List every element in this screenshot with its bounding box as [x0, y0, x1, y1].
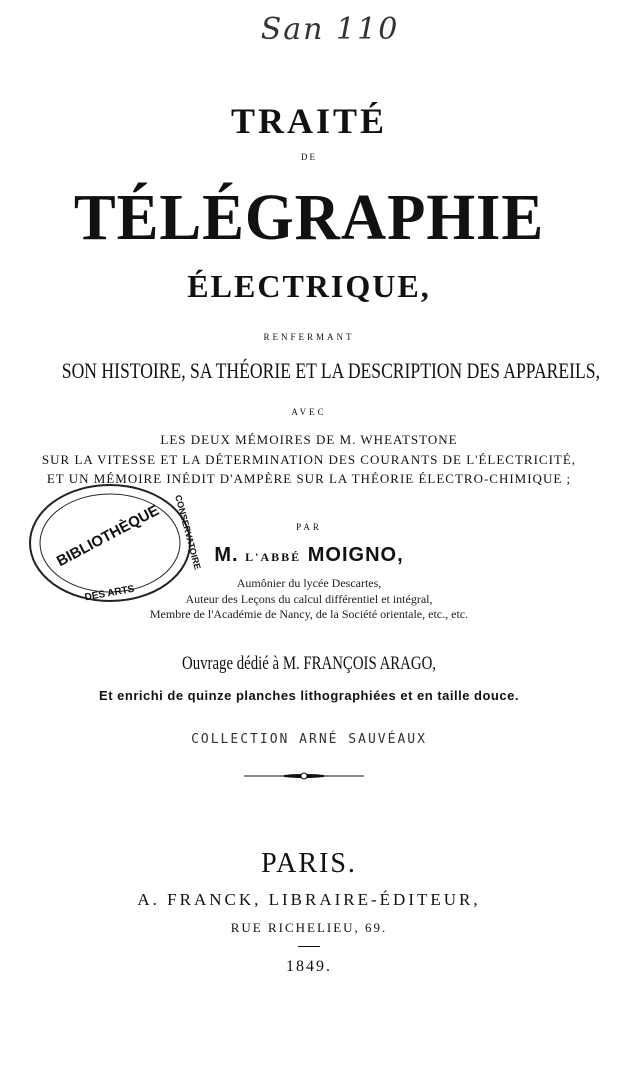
- short-rule: [298, 946, 320, 947]
- author-prefix: M.: [214, 544, 239, 566]
- stamp-bottom-text: DES ARTS: [83, 583, 136, 604]
- par-label: PAR: [296, 522, 322, 532]
- avec-label: AVEC: [291, 407, 327, 417]
- publisher: A. FRANCK, LIBRAIRE-ÉDITEUR,: [137, 890, 481, 909]
- ornamental-rule: [244, 772, 364, 780]
- credential-line-2: Auteur des Leçons du calcul différentiel et intégral,: [185, 592, 433, 606]
- credential-line-3: Membre de l'Académie de Nancy, de la Société orientale, etc., etc.: [149, 607, 469, 621]
- title-de: DE: [301, 152, 317, 162]
- subtitle: SON HISTOIRE, SA THÉORIE ET LA DESCRIPTION DES APPAREILS,: [61, 358, 600, 383]
- city: PARIS.: [261, 848, 357, 879]
- handwritten-shelfmark: San 110: [260, 12, 400, 47]
- title-electrique: ÉLECTRIQUE,: [187, 268, 431, 304]
- stamp-side-text: CONSERVATOIRE: [173, 493, 203, 571]
- dedication: Ouvrage dédié à M. FRANÇOIS ARAGO,: [182, 653, 436, 674]
- memoire-line-1: LES DEUX MÉMOIRES DE M. WHEATSTONE: [160, 432, 458, 447]
- memoire-line-3: ET UN MÉMOIRE INÉDIT D'AMPÈRE SUR LA THÉORIE ÉLECTRO-CHIMIQUE ;: [46, 471, 572, 486]
- year: 1849.: [286, 958, 332, 975]
- plates-note: Et enrichi de quinze planches lithographiées et en taille douce.: [99, 688, 519, 703]
- title-telegraphie: TÉLÉGRAPHIE: [73, 181, 545, 254]
- stamp-text: BIBLIOTHÈQUE: [53, 501, 162, 571]
- publisher-address: RUE RICHELIEU, 69.: [230, 920, 388, 935]
- author-abbe: L'ABBÉ: [245, 550, 302, 564]
- library-stamp: [25, 478, 203, 608]
- renfermant-label: RENFERMANT: [263, 332, 355, 342]
- memoire-line-2: SUR LA VITESSE ET LA DÉTERMINATION DES COURANTS DE L'ÉLECTRICITÉ,: [41, 452, 577, 467]
- credential-line-1: Aumônier du lycée Descartes,: [236, 576, 382, 590]
- author-name: MOIGNO,: [307, 544, 404, 566]
- collection-stamp: COLLECTION ARNÉ SAUVÉAUX: [191, 732, 427, 747]
- title-traite: TRAITÉ: [230, 101, 388, 141]
